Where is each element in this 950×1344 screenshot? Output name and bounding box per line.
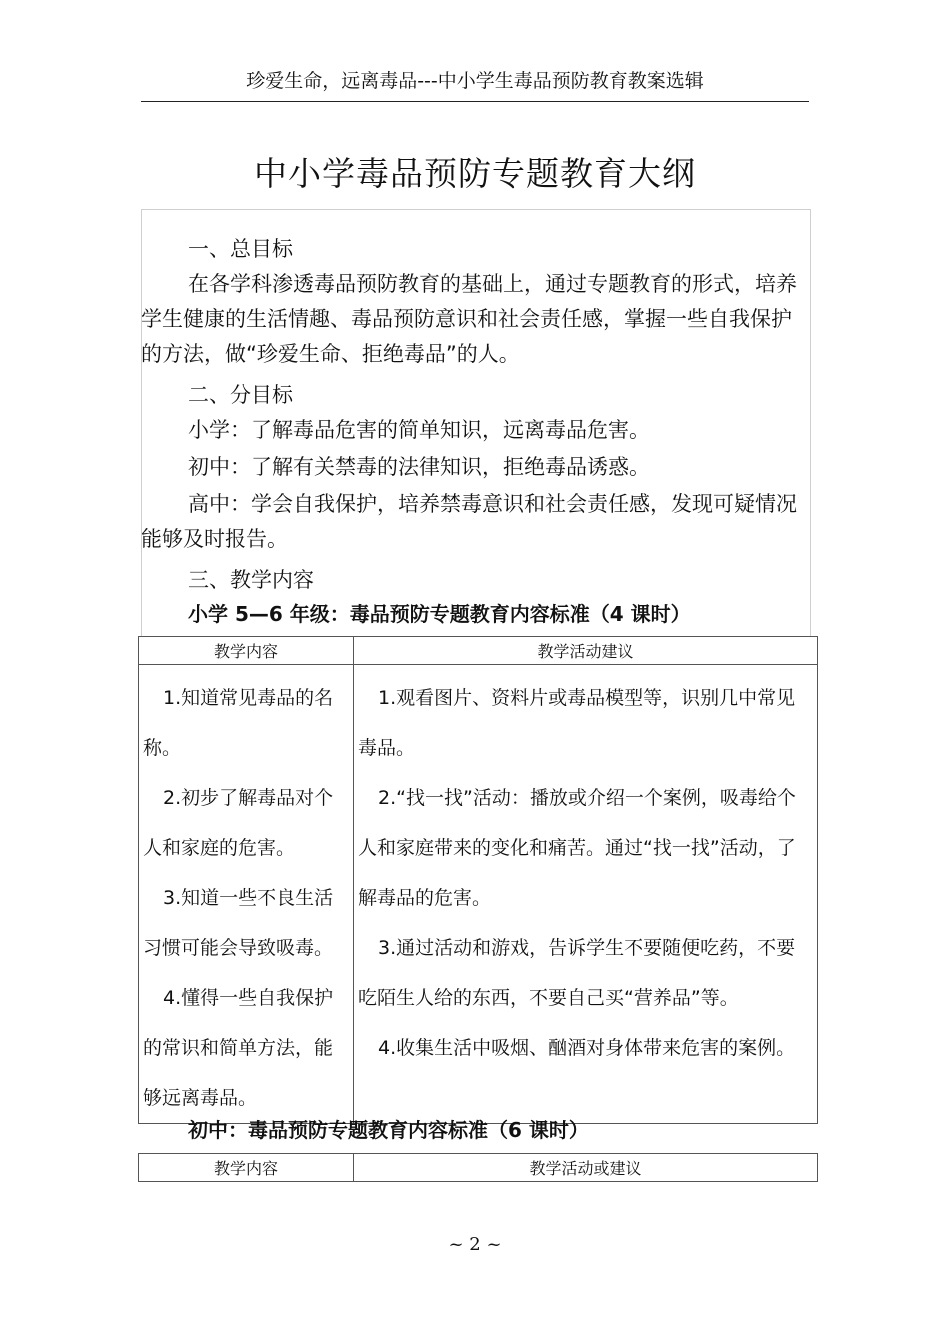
column-header-content: 教学内容 [139,1154,354,1182]
page-number: ~ 2 ~ [448,1234,502,1255]
content-item: 1.知道常见毒品的名称。 [143,687,334,759]
table-primary-standards [138,636,818,1124]
activity-item: 4.收集生活中吸烟、酗酒对身体带来危害的案例。 [378,1037,796,1059]
content-item: 4.懂得一些自我保护的常识和简单方法，能够远离毒品。 [143,987,334,1109]
section-1-body: 在各学科渗透毒品预防教育的基础上，通过专题教育的形式，培养学生健康的生活情趣、毒品预防意识和社会责任感，掌握一些自我保护的方法，做“珍爱生命、拒绝毒品”的人。 [141,272,797,366]
table-junior-standards [138,1153,818,1182]
activity-item: 2.“找一找”活动：播放或介绍一个案例，吸毒给个人和家庭带来的变化和痛苦。通过“找一找”活动，了解毒品的危害。 [358,787,796,909]
table-header-row [139,637,818,665]
section-1-heading: 一、总目标 [188,237,293,261]
column-header-content: 教学内容 [139,637,354,665]
section-2-heading: 二、分目标 [188,383,293,407]
goal-senior: 高中：学会自我保护，培养禁毒意识和社会责任感，发现可疑情况能够及时报告。 [141,492,797,551]
column-header-activities: 教学活动建议 [354,637,818,665]
activity-item: 3.通过活动和游戏，告诉学生不要随便吃药，不要吃陌生人给的东西，不要自己买“营养品”等。 [358,937,796,1009]
goal-junior: 初中：了解有关禁毒的法律知识，拒绝毒品诱惑。 [188,455,650,479]
table2-title: 初中：毒品预防专题教育内容标准（6 课时） [188,1118,589,1142]
content-item: 3.知道一些不良生活习惯可能会导致吸毒。 [143,887,334,959]
content-item: 2.初步了解毒品对个人和家庭的危害。 [143,787,334,859]
activities-cell [354,665,818,1124]
page-title: 中小学毒品预防专题教育大纲 [254,154,696,193]
table-row [139,665,818,1124]
column-header-activities: 教学活动或建议 [354,1154,818,1182]
section-3-heading: 三、教学内容 [188,568,314,592]
table1-title: 小学 5—6 年级：毒品预防专题教育内容标准（4 课时） [188,602,691,626]
header-rule [141,101,809,102]
goal-primary: 小学：了解毒品危害的简单知识，远离毒品危害。 [188,418,650,442]
activity-item: 1.观看图片、资料片或毒品模型等，识别几中常见毒品。 [358,687,796,759]
table-header-row [139,1154,818,1182]
content-cell [139,665,354,1124]
running-header: 珍爱生命，远离毒品---中小学生毒品预防教育教案选辑 [246,70,704,92]
